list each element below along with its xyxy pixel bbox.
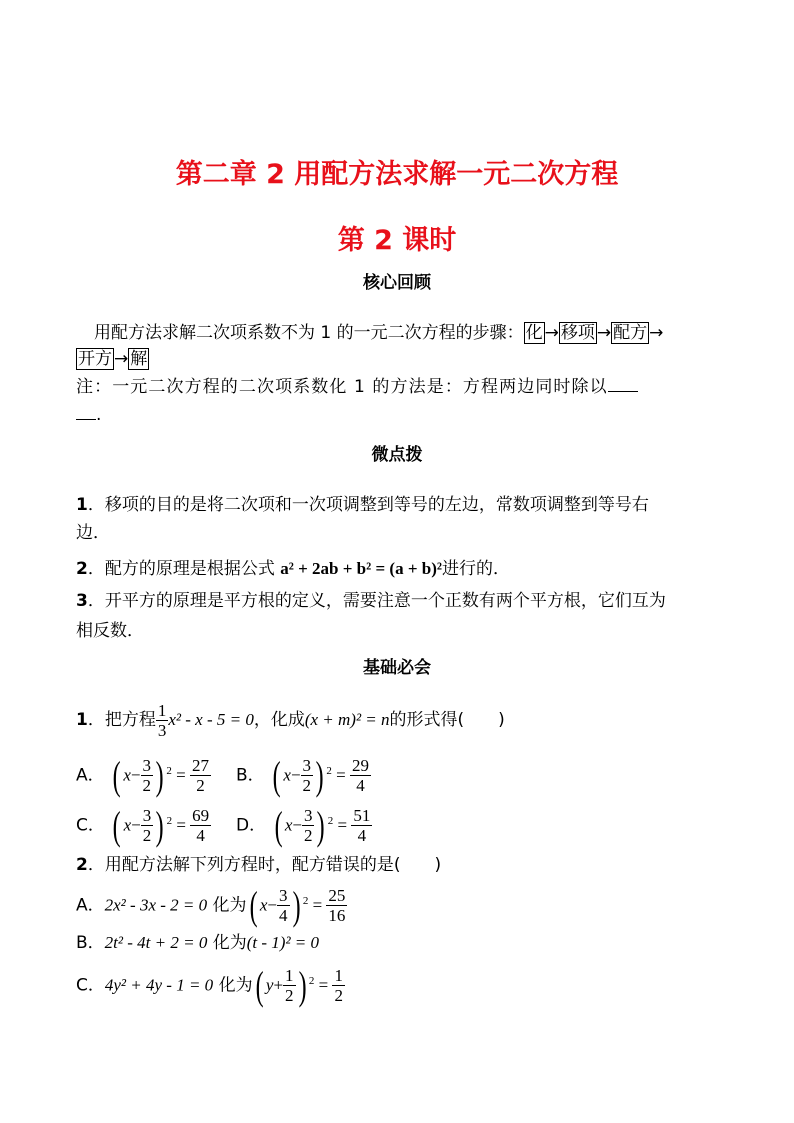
option-label: B． xyxy=(76,933,105,953)
arrow: → xyxy=(544,323,559,343)
tip-text: ．开平方的原理是平方根的定义，需要注意一个正数有两个平方根，它们互为 xyxy=(87,591,666,611)
option-label: A． xyxy=(76,895,105,916)
equation: 2t² - 4t + 2 = 0 xyxy=(104,933,208,952)
fraction: $\frac{1}{3}$ xyxy=(157,700,167,740)
result: (t - 1)² = 0 xyxy=(246,933,320,952)
tip-text: ．移项的目的是将二次项和一次项调整到等号的左边，常数项调整到等号右 xyxy=(87,495,649,515)
review-intro: 用配方法求解二次项系数不为 1 的一元二次方程的步骤： xyxy=(94,323,524,343)
page-subtitle: 第 2 课时 xyxy=(337,225,457,256)
arrow: → xyxy=(114,349,129,369)
option-d[interactable]: D． ( x− $\frac{3}{2}$ ) $^2$ = $\frac{51}{4}$ xyxy=(236,802,371,848)
note-tail: . xyxy=(96,405,102,425)
question-text: ，化成 xyxy=(253,710,305,730)
option-b[interactable]: B． ( x− $\frac{3}{2}$ ) $^2$ = $\frac{29}{4}$ xyxy=(236,752,369,798)
arrow: → xyxy=(596,323,612,343)
note-text: 注：一元二次方程的二次项系数化 1 的方法是：方程两边同时除以 xyxy=(76,377,608,397)
tip-item-1-cont: 边． xyxy=(76,523,110,543)
section-heading-tips: 微点拨 xyxy=(371,445,423,465)
section-heading-review: 核心回顾 xyxy=(363,273,431,293)
option-2a[interactable]: A．2x² - 3x - 2 = 0 化为( x− $\frac{3}{4}$ ) $^2$ = $\frac{25}{16}$ xyxy=(76,882,346,928)
answer-blank xyxy=(608,375,638,392)
equation: x² - x - 5 = 0 xyxy=(168,710,254,729)
question-2: 2．用配方法解下列方程时，配方错误的是( ) xyxy=(76,855,442,875)
option-a[interactable]: A． ( x− $\frac{3}{2}$ ) $^2$ = $\frac{27}{2}$ xyxy=(76,752,209,798)
step-box-1: 化 xyxy=(525,323,543,343)
option-label: B． xyxy=(236,765,265,786)
tip-text-suffix: 进行的． xyxy=(441,559,510,579)
step-box-3: 配方 xyxy=(613,323,648,343)
option-label: C． xyxy=(76,815,105,836)
tip-item-3-cont: 相反数． xyxy=(76,621,144,641)
tip-number: 2 xyxy=(76,559,88,579)
option-label: D． xyxy=(236,815,267,836)
equation: 4y² + 4y - 1 = 0 xyxy=(104,975,214,995)
tip-item-1 xyxy=(76,491,649,519)
section-heading-basics: 基础必会 xyxy=(363,658,431,678)
review-steps-line xyxy=(94,319,663,347)
option-label: A． xyxy=(76,765,105,786)
arrow: → xyxy=(649,323,664,343)
step-box-5: 解 xyxy=(130,349,148,369)
option-label: C． xyxy=(76,975,105,996)
page-title: 第二章 2 用配方法求解一元二次方程 xyxy=(175,159,619,190)
option-2b[interactable]: B．2t² - 4t + 2 = 0 化为(t - 1)² = 0 xyxy=(76,933,320,953)
answer-blank-cont xyxy=(76,403,96,420)
equation: 2x² - 3x - 2 = 0 xyxy=(104,895,208,915)
question-text: ．把方程 xyxy=(87,710,156,730)
tip-item-2 xyxy=(76,555,510,583)
review-steps-line-2 xyxy=(76,345,149,373)
tip-text: ．配方的原理是根据公式 xyxy=(87,559,281,579)
tip-item-3 xyxy=(76,587,666,615)
review-note xyxy=(76,373,638,401)
step-box-2: 移项 xyxy=(560,323,595,343)
question-1: 1．把方程 $\frac{1}{3}$ x² - x - 5 = 0，化成(x + m)² = n的形式得( ) xyxy=(76,700,505,740)
question-text: 的形式得( xyxy=(389,710,465,730)
question-number: 2 xyxy=(76,855,88,875)
step-box-4: 开方 xyxy=(78,349,112,369)
tip-number: 3 xyxy=(76,591,88,611)
tip-number: 1 xyxy=(76,495,88,515)
review-note-cont xyxy=(76,401,101,429)
target-form: (x + m)² = n xyxy=(304,710,390,729)
question-text: ．用配方法解下列方程时，配方错误的是( xyxy=(87,855,401,875)
question-number: 1 xyxy=(76,710,88,730)
option-c[interactable]: C． ( x− $\frac{3}{2}$ ) $^2$ = $\frac{69}{4}$ xyxy=(76,802,210,848)
tip-formula: a² + 2ab + b² = (a + b)² xyxy=(280,559,442,578)
option-2c[interactable]: C．4y² + 4y - 1 = 0 化为( y+ $\frac{1}{2}$ ) $^2$ = $\frac{1}{2}$ xyxy=(76,962,343,1008)
